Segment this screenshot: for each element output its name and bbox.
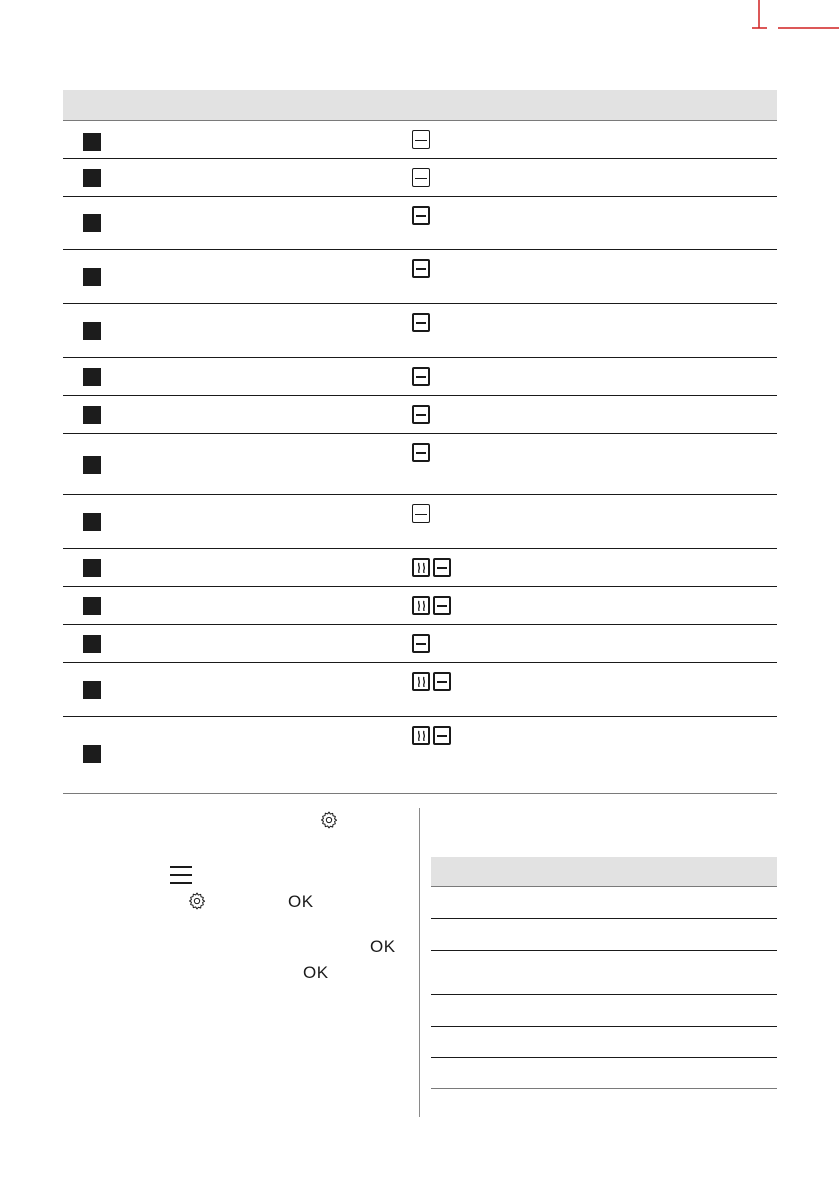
row-icons [412,130,430,149]
minus-box-icon [412,259,430,278]
row-icons [412,367,430,386]
gear-icon [319,810,339,830]
table-row [63,587,777,625]
minus-box-icon [433,726,451,745]
row-marker [83,745,101,763]
row-icons [412,313,430,332]
row-marker [83,214,101,232]
row-icons [412,259,430,278]
minus-box-icon [433,596,451,615]
instructions-column [63,800,403,1120]
table-row [63,304,777,358]
table-row [63,197,777,250]
row-marker [83,406,101,424]
row-icons [412,558,451,577]
table-row [63,717,777,794]
table-row [63,495,777,549]
column-divider [419,808,420,1117]
row-marker [83,368,101,386]
secondary-table [431,857,777,1089]
minus-box-icon [412,405,430,424]
table-row [63,250,777,304]
table-row [63,121,777,159]
row-icons [412,168,430,187]
row-icons [412,672,451,691]
steam-icon [412,558,430,577]
minus-box-icon [412,504,430,523]
row-marker [83,322,101,340]
row-marker [83,133,101,151]
table-row [63,434,777,495]
minus-box-icon [412,130,430,149]
row-marker [83,169,101,187]
minus-box-icon [412,367,430,386]
table-row [431,887,777,919]
minus-box-icon [412,634,430,653]
table-row [431,1027,777,1058]
minus-box-icon [412,313,430,332]
settings-table [63,90,777,794]
table-header [63,90,777,121]
ok-label: OK [370,937,396,956]
steam-icon [412,672,430,691]
table-row [63,396,777,434]
ok-label: OK [288,892,314,911]
minus-box-icon [433,558,451,577]
row-marker [83,513,101,531]
minus-box-icon [412,206,430,225]
row-icons [412,596,451,615]
menu-icon [170,866,192,890]
row-marker [83,559,101,577]
ok-label: OK [303,963,329,982]
row-icons [412,504,430,523]
table-row [431,919,777,951]
table-row [63,358,777,396]
row-marker [83,681,101,699]
table-row [431,1058,777,1089]
row-icons [412,443,430,462]
steam-icon [412,596,430,615]
table-row [63,625,777,663]
row-marker [83,268,101,286]
row-icons [412,634,430,653]
gear-icon [187,891,207,911]
minus-box-icon [433,672,451,691]
row-icons [412,726,451,745]
table-row [63,663,777,717]
table-row [431,995,777,1027]
row-icons [412,206,430,225]
row-icons [412,405,430,424]
table-row [431,951,777,995]
steam-icon [412,726,430,745]
table-header [431,857,777,887]
table-row [63,159,777,197]
minus-box-icon [412,443,430,462]
row-marker [83,635,101,653]
minus-box-icon [412,168,430,187]
table-row [63,549,777,587]
row-marker [83,597,101,615]
row-marker [83,456,101,474]
